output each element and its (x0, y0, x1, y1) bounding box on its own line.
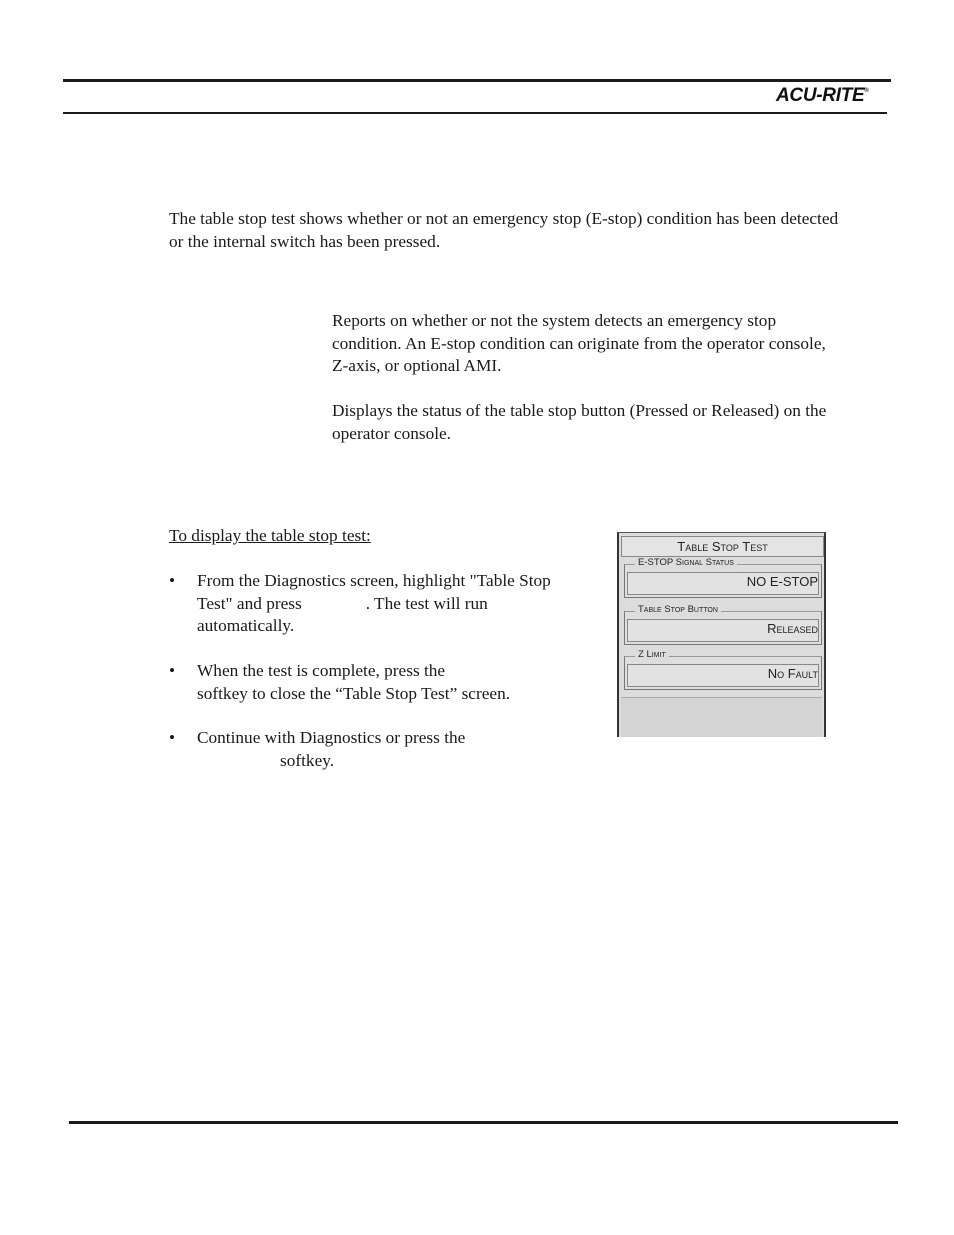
definition-estop-status: Reports on whether or not the system detects an emergency stop condition. An E-stop condition can originate from the operator console, Z-axis, or optional AMI. (332, 311, 826, 375)
table-stop-test-screen (617, 532, 826, 737)
procedure-step-1: From the Diagnostics screen, highlight "Table Stop Test" and press . The test will run automatically. (197, 571, 551, 635)
intro-paragraph: The table stop test shows whether or not an emergency stop (E-stop) condition has been detected or the internal switch has been pressed. (169, 209, 839, 251)
group-label: Z Limit (635, 649, 669, 661)
screen-title: Table Stop Test (621, 536, 824, 557)
z-limit-group (624, 649, 822, 690)
procedure-step-3: Continue with Diagnostics or press the softkey. (197, 728, 466, 770)
definition-table-stop-button: Displays the status of the table stop button (Pressed or Released) on the operator console. (332, 401, 827, 443)
bullet-glyph: • (169, 661, 176, 680)
header-rule-top (63, 79, 891, 82)
footer-rule (69, 1121, 898, 1124)
table-stop-button-value: Released (767, 621, 818, 636)
estop-status-value: NO E-STOP (746, 574, 818, 589)
group-label: E-STOP Signal Status (635, 557, 737, 569)
procedure-title: To display the table stop test: (169, 526, 371, 545)
estop-signal-status-group (624, 557, 822, 598)
header-rule-bottom (63, 112, 887, 114)
procedure-step-2: When the test is complete, press the softkey to close the “Table Stop Test” screen. (197, 661, 511, 703)
screen-bottom-panel (621, 697, 822, 737)
table-stop-button-group (624, 604, 822, 645)
bullet-glyph: • (169, 728, 176, 747)
acu-rite-logo: ACU-RITE® (776, 85, 869, 106)
bullet-glyph: • (169, 571, 176, 590)
z-limit-value: No Fault (767, 666, 818, 681)
group-label: Table Stop Button (635, 604, 721, 616)
